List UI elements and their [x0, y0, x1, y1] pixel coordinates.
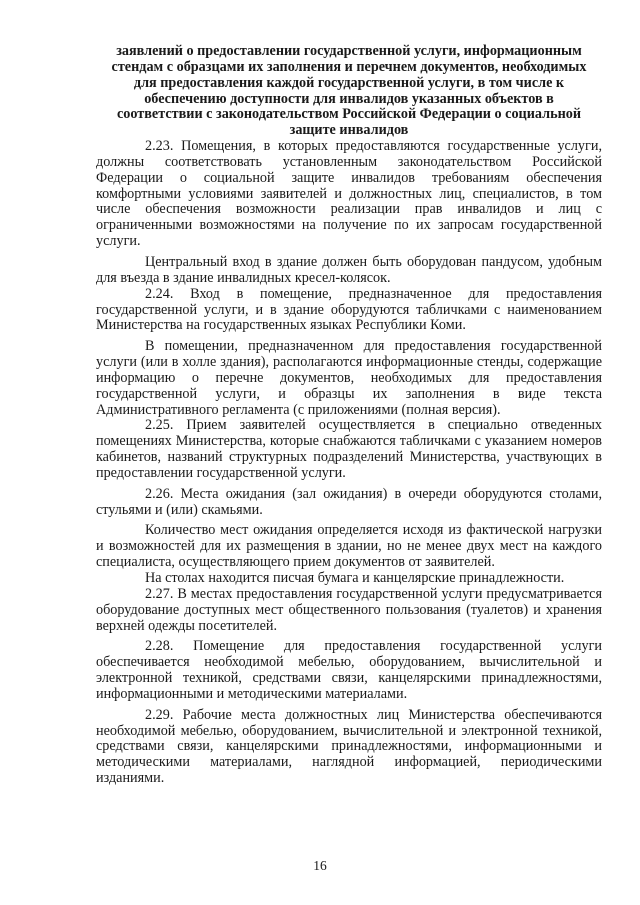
- paragraph-2-29: 2.29. Рабочие места должностных лиц Министерства обеспечиваются необходимой мебелью, оборудованием, вычислительной и электронной техникой, средствами связи, канцелярскими принадлежностями, информационными и методическими материалами, наглядной информацией, периодическими изданиями.: [96, 706, 602, 787]
- section-heading: заявлений о предоставлении государственной услуги, информационным стендам с образцами их заполнения и перечнем документов, необходимых для предоставления каждой государственной услуги, в том числе к обеспечению доступности для инвалидов указанных объектов в соответствии с законодательством Российской Федерации о социальной защите инвалидов: [111, 43, 587, 139]
- paragraph-2-27: 2.27. В местах предоставления государственной услуги предусматривается оборудование доступных мест общественного пользования (туалетов) и хранения верхней одежды посетителей.: [96, 585, 602, 634]
- paragraph-2-28: 2.28. Помещение для предоставления государственной услуги обеспечивается необходимой мебелью, оборудованием, вычислительной и электронной техникой, средствами связи, канцелярскими принадлежностями, информационными и методическими материалами.: [96, 638, 602, 702]
- paragraph-info-stands: В помещении, предназначенном для предоставления государственной услуги (или в холле здания), располагаются информационные стенды, содержащие информацию о перечне документов, необходимых для предоставления государственной услуги, и образцы их заполнения в виде текста Административного регламента (с приложениями (полная версия).: [96, 338, 602, 418]
- paragraph-stationery: На столах находится писчая бумага и канцелярские принадлежности.: [145, 570, 565, 586]
- paragraph-2-23: 2.23. Помещения, в которых предоставляются государственные услуги, должны соответствовать установленным законодательством Российской Федерации о социальной защите инвалидов требованиям обеспечения комфортными условиями заявителей и должностных лиц, специалистов, в том числе обеспечения возможности реализации прав инвалидов и лиц с ограниченными возможностями на получение по их запросам государственной услуги.: [96, 138, 602, 250]
- paragraph-2-24: 2.24. Вход в помещение, предназначенное для предоставления государственной услуги, и в здание оборудуются табличками с наименованием Министерства на государственных языках Республики Коми.: [96, 285, 602, 334]
- page-number: 16: [313, 858, 327, 873]
- paragraph-2-25: 2.25. Прием заявителей осуществляется в специально отведенных помещениях Министерства, которые снабжаются табличками с указанием номеров кабинетов, названий структурных подразделений Министерства, участвующих в предоставлении государственной услуги.: [96, 417, 602, 481]
- paragraph-2-26: 2.26. Места ожидания (зал ожидания) в очереди оборудуются столами, стульями и (или) скамьями.: [96, 485, 602, 518]
- paragraph-waiting-places-count: Количество мест ожидания определяется исходя из фактической нагрузки и возможностей для их размещения в здании, но не менее двух мест на каждого специалиста, осуществляющего прием документов от заявителей.: [96, 522, 602, 571]
- paragraph-entrance-ramp: Центральный вход в здание должен быть оборудован пандусом, удобным для въезда в здание инвалидных кресел-колясок.: [96, 253, 602, 286]
- document-page: [96, 44, 602, 787]
